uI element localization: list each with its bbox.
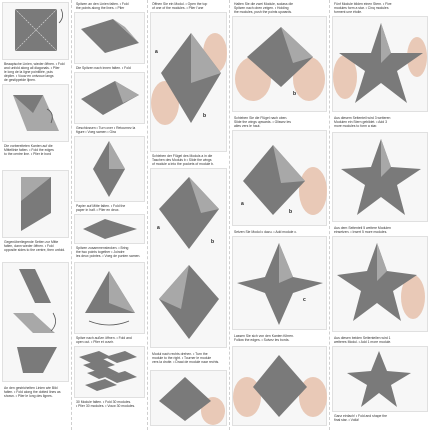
- instruction-text: Modul nach rechts drehen. • Turn the module to the right. • Tourner le module vers la droite. • Draai de module naar rechts.: [152, 352, 220, 364]
- step-five-star: [332, 16, 428, 112]
- instruction-text: An den gestrichelten Linien wie Bild falten. • Fold along the dotted lines as shown. • Plier le long des lignes.: [4, 386, 61, 398]
- label-a: a: [155, 49, 158, 55]
- instruction-text: Schieben der Flügel des Moduls a in die Taschen des Moduls b • Slide the wings of module a into the pockets of module b.: [152, 154, 215, 166]
- label-a: a: [241, 201, 244, 207]
- instruction-text: Beaapische Linien, wieder öffnen. • Fold and unfold along all diagonals. • Plier le long de la ligne pointillée, puis déplier. • Vouw en ontvouw langs de gestippelde lijnen.: [4, 62, 65, 82]
- step-crease-lines: [2, 262, 69, 382]
- step-final-star: [332, 346, 428, 412]
- instruction-text: 30 Module falten. • Fold 30 modules. • Plier 30 modules. • Vouw 30 modules.: [76, 400, 136, 408]
- column-2: [72, 0, 148, 430]
- step-fold-diagonals: [2, 2, 69, 60]
- instruction-text: Aus diesem Seitenteil wird 3 weiteren Modulen ein Stern gebildet. • Add 3 more modules to form a star.: [334, 116, 391, 128]
- instruction-text: Öffnen Sie ein Modul. • Open the top of one of the modules. • Plier l'une: [152, 2, 208, 10]
- instruction-text: Spitzen zusammenstecken. • Bring the two points together • Joindre les deux pointes. • Voeg de punten samen.: [76, 246, 141, 258]
- instruction-text: Spitze nach außen öffnen. • Fold and open out. • Plier et ouvrir.: [76, 336, 132, 344]
- instruction-text: Halten Sie die zwei Module, sodass die Spitzen nach oben zeigen. • Holding the modules, push the points upwards.: [234, 2, 293, 14]
- module-stack-illustration: [75, 347, 145, 397]
- label-b: b: [211, 239, 215, 245]
- instruction-text: Spitzen an den Linien falten. • Fold the points along the lines. • Plier: [76, 2, 129, 10]
- star-half-illustration: [333, 133, 427, 221]
- hands-push-illustration: [233, 17, 327, 111]
- step-add-module-c: [232, 236, 327, 330]
- step-half: [74, 136, 145, 202]
- step-join-points: [74, 214, 145, 244]
- step-add-five: [332, 236, 428, 332]
- half-fold-illustration: [75, 137, 145, 201]
- instruction-text: Geschlossen • Turn over • Retournez la figure • Voeg samen • Gira: [76, 126, 136, 134]
- inside-fold-illustration: [75, 73, 145, 123]
- step-add-three: [332, 132, 428, 222]
- slide-up-illustration: [233, 131, 327, 225]
- open-out-illustration: [75, 263, 145, 333]
- label-b: b: [289, 209, 293, 215]
- square-paper-illustration: [3, 3, 69, 59]
- instruction-text: Schieben Sie die Flügel nach oben. Slide the wings upwards. • Glissez les ailes vers le haut.: [234, 116, 291, 128]
- step-slide-wings: [150, 168, 227, 348]
- column-4: [230, 0, 330, 430]
- step-thirty-modules: [74, 346, 145, 398]
- five-module-star-illustration: [333, 17, 427, 111]
- diamond-fold-illustration: [3, 85, 69, 141]
- hands-assemble-illustration: [233, 347, 327, 425]
- join-points-illustration: [75, 215, 145, 243]
- two-modules-illustration: [151, 169, 227, 347]
- hand-turn-illustration: [151, 371, 227, 425]
- step-follow-edges: [232, 346, 327, 426]
- instruction-text: Papier auf Mitte falten. • Fold the paper in half. • Plier en deux.: [76, 204, 126, 212]
- step-push-points: [232, 16, 327, 112]
- step-slide-up: [232, 130, 327, 226]
- step-open-module: [150, 12, 227, 152]
- hands-open-module-illustration: [151, 13, 227, 151]
- step-open: [74, 262, 145, 334]
- label-b: b: [203, 113, 207, 119]
- star-ball-illustration: [333, 237, 427, 331]
- column-5: [330, 0, 430, 430]
- instruction-text: Lassen Sie sich von den Kanten führen. Follow the edges. • Suivez les bords.: [234, 334, 294, 342]
- instruction-text: Ganz einfach! • Fold and shape the final star. • Voilà!: [334, 414, 388, 422]
- label-a: a: [157, 225, 160, 231]
- column-1: [0, 0, 72, 430]
- instruction-text: Die Spitzen nach innen falten. • Fold: [76, 66, 131, 70]
- step-turn-module: [150, 370, 227, 426]
- step-diamond: [2, 84, 69, 142]
- column-3: [148, 0, 230, 430]
- crease-illustration: [3, 263, 69, 381]
- instruction-text: Gegenüberliegende Seiten zur Mitte falten, dann wieder öffnen. • Fold opposite sides to the centre, then unfold.: [4, 240, 66, 252]
- parallelogram-illustration: [3, 171, 69, 237]
- final-star-illustration: [333, 347, 427, 411]
- label-c: c: [303, 297, 306, 303]
- instruction-text: Aus diesen beiden Seitenteilen wird 1 weiteres Modul. • Add 1 more module.: [334, 336, 392, 344]
- instruction-text: Setzen Sie Modul c dazu. • Add module c.: [234, 230, 298, 234]
- step-points: [74, 12, 145, 64]
- step-inside: [74, 72, 145, 124]
- points-fold-illustration: [75, 13, 145, 63]
- label-b: b: [293, 91, 297, 97]
- instruction-text: Fünf Module bilden einen Stern. • Five modules form a star. • Cinq modules forment une étoile.: [334, 2, 392, 14]
- three-modules-illustration: [233, 237, 327, 329]
- instruction-text: Aus dem Seitenteil 5 weitere Modulen einsetzen. • Insert 5 more modules.: [334, 226, 391, 234]
- instruction-text: Die vorbereiteten Kanten auf die Mittellinie falten. • Fold the edges to the centre line. • Plier le bord: [4, 144, 54, 156]
- step-parallelogram: [2, 170, 69, 238]
